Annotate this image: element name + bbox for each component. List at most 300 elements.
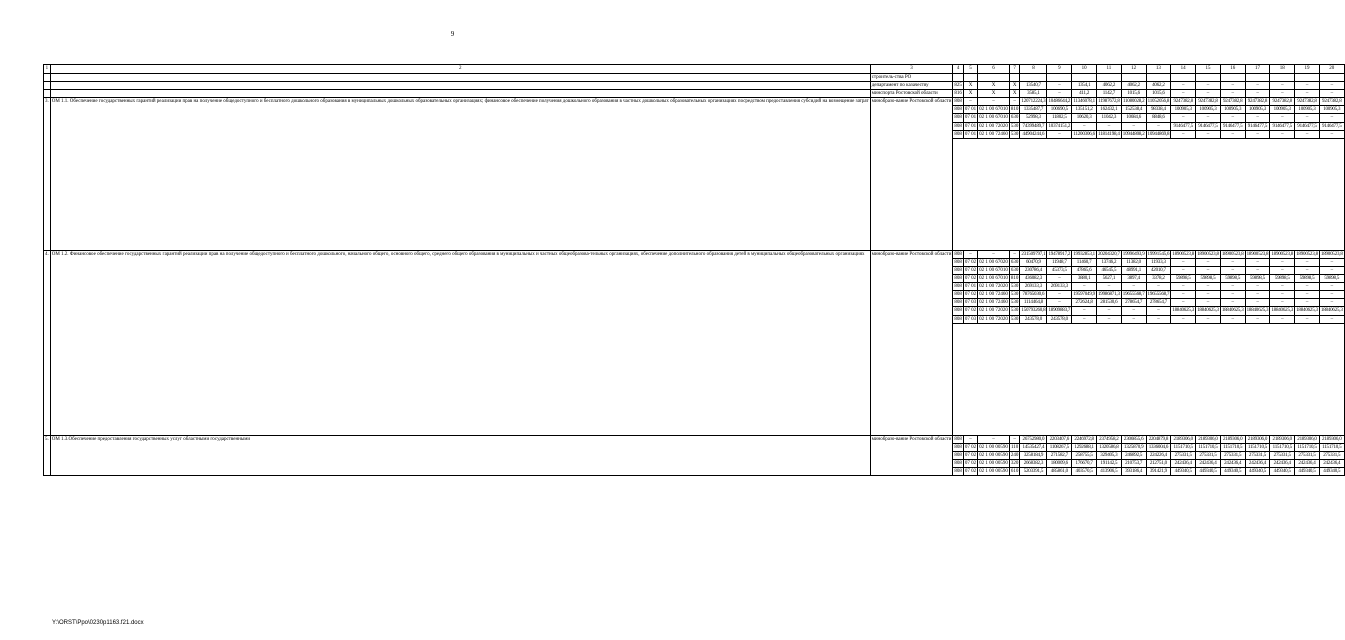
cell-c5: 07 02: [964, 452, 977, 458]
cell-c7: [1009, 74, 1020, 82]
amount-cell: –: [1270, 283, 1295, 291]
amount-cell: 19986871,3: [1098, 292, 1120, 298]
cell-c4: 808: [954, 99, 962, 105]
empty-cell: [953, 395, 1344, 403]
amount-cell: 14535427,4: [1020, 443, 1047, 451]
amount-cell: 243578,0: [1020, 315, 1047, 323]
cell-c7: 320: [1010, 460, 1019, 466]
amount-cell: 162432,1: [1097, 106, 1122, 114]
amount-cell: –: [1245, 82, 1270, 90]
cell-c5: 07 01: [964, 107, 977, 113]
header-row: [44, 65, 1345, 74]
cell-c7: 240: [1010, 452, 1019, 458]
file-path: Y:\ORST\Ppo\0230p1163.f21.docx: [52, 620, 144, 626]
amount-cell: –: [1220, 291, 1245, 299]
cell-c7: –: [1009, 98, 1020, 106]
amount-cell: 18900523,8: [1172, 251, 1195, 257]
amount-cell: 18840625,3: [1296, 308, 1318, 314]
cell-c6: 02 1 00 72020: [979, 123, 1008, 129]
amount-cell: 18840625,3: [1197, 308, 1219, 314]
empty-cell: [953, 242, 1344, 250]
amount-cell: 224226,4: [1146, 451, 1171, 459]
cell-c5: –: [963, 250, 977, 258]
amount-cell: 449340,5: [1196, 467, 1221, 475]
amount-cell: [1072, 74, 1097, 82]
amount-cell: 1354,1: [1072, 82, 1097, 90]
amount-cell: 11802,5: [1047, 114, 1072, 122]
table-row: [44, 74, 1345, 82]
amount-cell: 9146477,5: [1220, 122, 1245, 130]
amount-cell: –: [1072, 315, 1097, 323]
amount-cell: 449340,5: [1220, 467, 1245, 475]
amount-cell: 52998,3: [1020, 114, 1047, 122]
amount-cell: –: [1270, 258, 1295, 266]
amount-cell: –: [1295, 299, 1320, 307]
amount-cell: 272624,8: [1072, 299, 1097, 307]
amount-cell: 19996493,9: [1122, 251, 1145, 257]
amount-cell: [1121, 74, 1146, 82]
cell-c7: 110: [1010, 444, 1019, 450]
amount-cell: –: [1097, 122, 1122, 130]
empty-cell: [953, 210, 1344, 218]
amount-cell: 3258184,9: [1020, 451, 1047, 459]
amount-cell: 11933,3: [1146, 258, 1171, 266]
amount-cell: 2374958,2: [1097, 435, 1122, 443]
amount-cell: 243578,0: [1047, 315, 1072, 323]
table-row: [44, 435, 1345, 443]
column-number-header: 15: [1196, 65, 1221, 74]
amount-cell: 2204879,8: [1146, 435, 1171, 443]
row-number-cell: 3.: [44, 98, 51, 250]
amount-cell: 449340,5: [1171, 467, 1196, 475]
amount-cell: 2306855,6: [1121, 435, 1146, 443]
amount-cell: –: [1097, 283, 1122, 291]
amount-cell: 2189306,0: [1171, 435, 1196, 443]
amount-cell: –: [1171, 114, 1196, 122]
amount-cell: 100905,3: [1319, 106, 1344, 114]
amount-cell: –: [1171, 90, 1196, 98]
amount-cell: –: [1171, 82, 1196, 90]
amount-cell: –: [1196, 114, 1221, 122]
amount-cell: 485861,0: [1047, 467, 1072, 475]
cell-c5: 07 02: [964, 460, 977, 466]
column-number-header: 16: [1220, 65, 1245, 74]
amount-cell: –: [1047, 130, 1072, 138]
amount-cell: 98338,4: [1146, 106, 1171, 114]
column-number-header: 18: [1270, 65, 1295, 74]
empty-cell: [953, 178, 1344, 186]
empty-cell: [953, 371, 1344, 379]
amount-cell: –: [1220, 266, 1245, 274]
amount-cell: 391421,9: [1146, 467, 1171, 475]
amount-cell: 246892,5: [1121, 451, 1146, 459]
amount-cell: 78765030,6: [1020, 291, 1047, 299]
cell-c5: 07 02: [964, 292, 977, 298]
amount-cell: 4062,2: [1121, 82, 1146, 90]
amount-cell: –: [1270, 291, 1295, 299]
amount-cell: –: [1295, 315, 1320, 323]
amount-cell: 18840625,3: [1172, 308, 1195, 314]
amount-cell: 212751,0: [1146, 459, 1171, 467]
cell-c4: 825: [954, 83, 962, 89]
column-number-header: 3: [870, 65, 953, 74]
cell-c4: 808: [954, 123, 962, 129]
amount-cell: 9247382,8: [1319, 98, 1344, 106]
amount-cell: 242436,4: [1220, 459, 1245, 467]
amount-cell: –: [1171, 283, 1196, 291]
amount-cell: 74399489,7: [1020, 122, 1047, 130]
cell-c7: 530: [1010, 300, 1019, 306]
budget-table: [43, 64, 1345, 476]
event-name-cell: ОМ 1.2. Финансовое обеспечение государственных гарантий реализации прав на получение общедоступного и бесплатного дошкольного, начального общего, основного общего, среднего общего образования в муниципальных и частных общеобразова-тельных организациях, обеспечение дополнительного образования детей в муниципальных общеобразовательных организациях: [50, 250, 870, 435]
empty-cell: [953, 162, 1344, 170]
cell-c6: 02 1 00 67020: [979, 259, 1008, 265]
amount-cell: –: [1121, 315, 1146, 323]
amount-cell: –: [1196, 315, 1221, 323]
amount-cell: –: [1245, 283, 1270, 291]
cell-c6: 02 1 00 72460: [979, 300, 1008, 306]
amount-cell: –: [1270, 82, 1295, 90]
amount-cell: –: [1319, 291, 1344, 299]
amount-cell: 59898,5: [1196, 275, 1221, 283]
amount-cell: 449340,5: [1245, 467, 1270, 475]
cell-c5: –: [963, 98, 977, 106]
amount-cell: 59898,5: [1295, 275, 1320, 283]
amount-cell: 2189306,0: [1270, 435, 1295, 443]
row-number-cell: [44, 82, 51, 90]
amount-cell: 48991,1: [1121, 266, 1146, 274]
amount-cell: 44904244,6: [1020, 130, 1047, 138]
amount-cell: 1151710,5: [1196, 443, 1221, 451]
amount-cell: –: [1047, 275, 1072, 283]
amount-cell: –: [1072, 283, 1097, 291]
amount-cell: 100690,5: [1047, 106, 1072, 114]
amount-cell: –: [1295, 258, 1320, 266]
amount-cell: –: [1047, 82, 1072, 90]
cell-c5: [963, 74, 977, 82]
empty-cell: [953, 363, 1344, 371]
amount-cell: 18840625,3: [1246, 308, 1269, 314]
amount-cell: 11346078,1: [1073, 99, 1095, 105]
amount-cell: –: [1319, 283, 1344, 291]
amount-cell: 26752980,0: [1020, 435, 1047, 443]
amount-cell: –: [1295, 82, 1320, 90]
cell-c4: 808: [954, 276, 962, 282]
cell-c6: 02 1 00 00590: [979, 444, 1008, 450]
column-number-header: 9: [1047, 65, 1072, 74]
amount-cell: 19932853,1: [1073, 251, 1095, 257]
amount-cell: 275331,5: [1319, 451, 1344, 459]
amount-cell: –: [1319, 114, 1344, 122]
executor-cell: минобразо-вание Ростовской области: [870, 250, 953, 435]
column-number-header: 1: [44, 65, 51, 74]
amount-cell: 9146477,5: [1295, 122, 1320, 130]
amount-cell: 5627,1: [1097, 275, 1122, 283]
amount-cell: 230786,4: [1020, 266, 1047, 274]
amount-cell: 242436,4: [1319, 459, 1344, 467]
cell-c6: [978, 74, 1010, 82]
column-number-header: 14: [1171, 65, 1196, 74]
cell-c4: 808: [954, 131, 962, 137]
amount-cell: –: [1319, 90, 1344, 98]
amount-cell: [1196, 74, 1221, 82]
cell-c4: [953, 74, 964, 82]
cell-c5: 07 02: [964, 259, 977, 265]
row-number-cell: 5.: [44, 435, 51, 475]
cell-c4: 808: [954, 300, 962, 306]
amount-cell: 3880,1: [1072, 275, 1097, 283]
cell-c5: 07 01: [964, 131, 977, 137]
amount-cell: –: [1171, 130, 1196, 138]
amount-cell: 9247382,8: [1196, 98, 1221, 106]
amount-cell: 60470,9: [1020, 258, 1047, 266]
amount-cell: –: [1295, 90, 1320, 98]
amount-cell: 275331,5: [1220, 451, 1245, 459]
amount-cell: 2203407,6: [1047, 435, 1072, 443]
amount-cell: –: [1220, 283, 1245, 291]
empty-cell: [953, 218, 1344, 226]
amount-cell: –: [1245, 258, 1270, 266]
amount-cell: 3378,2: [1146, 275, 1171, 283]
amount-cell: –: [1072, 122, 1097, 130]
cell-c5: –: [963, 435, 977, 443]
amount-cell: –: [1146, 315, 1171, 323]
amount-cell: 9146477,5: [1171, 122, 1196, 130]
amount-cell: 2189306,0: [1245, 435, 1270, 443]
amount-cell: 176670,7: [1072, 459, 1097, 467]
amount-cell: 100905,3: [1196, 106, 1221, 114]
amount-cell: 1335487,7: [1020, 106, 1047, 114]
amount-cell: –: [1121, 307, 1146, 315]
cell-c6: 02 1 00 72020: [979, 284, 1008, 290]
column-number-header: 11: [1097, 65, 1122, 74]
amount-cell: 19655568,7: [1122, 292, 1145, 298]
cell-c7: 530: [1010, 316, 1019, 322]
amount-cell: 242436,4: [1196, 459, 1221, 467]
cell-c4: 808: [954, 452, 962, 458]
amount-cell: 45373,5: [1047, 266, 1072, 274]
amount-cell: –: [1319, 258, 1344, 266]
amount-cell: 19597049,9: [1073, 292, 1095, 298]
cell-c4: 808: [954, 284, 962, 290]
amount-cell: –: [1171, 291, 1196, 299]
cell-c5: 07 01: [964, 284, 977, 290]
empty-cell: [953, 146, 1344, 154]
amount-cell: 393186,4: [1121, 467, 1146, 475]
amount-cell: 100905,3: [1171, 106, 1196, 114]
cell-c5: 07 01: [964, 115, 977, 121]
empty-cell: [953, 170, 1344, 178]
amount-cell: [1295, 74, 1320, 82]
amount-cell: 210753,7: [1121, 459, 1146, 467]
amount-cell: 1151710,5: [1245, 443, 1270, 451]
executor-cell: минобразо-вание Ростовской области: [870, 98, 953, 250]
amount-cell: –: [1245, 315, 1270, 323]
cell-c5: 07 02: [964, 267, 977, 273]
cell-c6: X: [978, 82, 1010, 90]
amount-cell: 10944808,2: [1122, 131, 1145, 137]
amount-cell: 242436,4: [1295, 459, 1320, 467]
amount-cell: –: [1319, 299, 1344, 307]
empty-cell: [953, 355, 1344, 363]
amount-cell: 11200306,6: [1073, 131, 1095, 137]
table-row: [44, 98, 1345, 106]
event-name-cell: ОМ 1.1. Обеспечение государственных гарантий реализации прав на получение общедоступного и бесплатного дошкольного образования в муниципальных дошкольных образовательных организациях; финансовое обеспечение получения дошкольного образования в частных дошкольных образовательных организациях посредством предоставления субсидий на возмещение затрат: [50, 98, 870, 250]
amount-cell: –: [1196, 90, 1221, 98]
amount-cell: –: [1196, 266, 1221, 274]
amount-cell: –: [1245, 266, 1270, 274]
amount-cell: –: [1270, 114, 1295, 122]
amount-cell: 180009,6: [1047, 459, 1072, 467]
cell-c6: –: [978, 98, 1010, 106]
amount-cell: 100905,3: [1245, 106, 1270, 114]
amount-cell: 403570,5: [1072, 467, 1097, 475]
cell-c4: 808: [954, 308, 962, 314]
amount-cell: –: [1121, 283, 1146, 291]
cell-c7: X: [1009, 82, 1020, 90]
amount-cell: 152538,4: [1121, 106, 1146, 114]
event-name-cell: [50, 82, 870, 90]
empty-cell: [953, 154, 1344, 162]
cell-c4: 808: [954, 316, 962, 322]
column-number-header: 10: [1072, 65, 1097, 74]
amount-cell: 269133,3: [1047, 283, 1072, 291]
amount-cell: [1220, 74, 1245, 82]
cell-c7: 530: [1010, 292, 1019, 298]
cell-c6: 02 1 00 00590: [979, 452, 1008, 458]
cell-c7: 610: [1010, 468, 1019, 474]
amount-cell: 18840625,3: [1320, 308, 1343, 314]
cell-c5: 07 03: [964, 316, 977, 322]
amount-cell: 1292688,1: [1072, 443, 1097, 451]
amount-cell: –: [1097, 315, 1122, 323]
amount-cell: –: [1245, 114, 1270, 122]
amount-cell: 449340,5: [1319, 467, 1344, 475]
empty-cell: [953, 331, 1344, 339]
amount-cell: 1142,7: [1097, 90, 1122, 98]
amount-cell: 242436,4: [1171, 459, 1196, 467]
cell-c4: 816: [954, 91, 962, 97]
amount-cell: –: [1270, 130, 1295, 138]
cell-c4: 808: [954, 259, 962, 265]
amount-cell: 9146477,5: [1245, 122, 1270, 130]
cell-c4: 808: [954, 267, 962, 273]
amount-cell: 11460,7: [1072, 258, 1097, 266]
amount-cell: 18909883,7: [1048, 308, 1071, 314]
amount-cell: 11042,3: [1097, 114, 1122, 122]
amount-cell: –: [1146, 283, 1171, 291]
cell-c4: 808: [954, 436, 962, 442]
amount-cell: 11080028,2: [1122, 99, 1145, 105]
amount-cell: –: [1196, 283, 1221, 291]
cell-c7: X: [1009, 90, 1020, 98]
amount-cell: –: [1245, 299, 1270, 307]
cell-c7: 630: [1010, 115, 1019, 121]
amount-cell: 18900523,8: [1320, 251, 1343, 257]
cell-c5: 07 01: [964, 123, 977, 129]
cell-c7: 810: [1010, 276, 1019, 282]
amount-cell: 3897,4: [1121, 275, 1146, 283]
amount-cell: –: [1196, 258, 1221, 266]
cell-c7: 630: [1010, 259, 1019, 265]
cell-c4: 808: [954, 251, 962, 257]
amount-cell: 449340,5: [1295, 467, 1320, 475]
amount-cell: 47865,6: [1072, 266, 1097, 274]
amount-cell: 100905,3: [1295, 106, 1320, 114]
amount-cell: 100905,3: [1220, 106, 1245, 114]
amount-cell: 4062,2: [1097, 82, 1122, 90]
amount-cell: 9247382,8: [1171, 98, 1196, 106]
empty-cell: [953, 202, 1344, 210]
cell-c5: 07 02: [964, 468, 977, 474]
amount-cell: 11052056,8: [1147, 99, 1170, 105]
amount-cell: –: [1270, 299, 1295, 307]
amount-cell: [1020, 74, 1047, 82]
amount-cell: 275331,5: [1245, 451, 1270, 459]
amount-cell: –: [1146, 122, 1171, 130]
amount-cell: 436082,3: [1020, 275, 1047, 283]
amount-cell: –: [1171, 266, 1196, 274]
amount-cell: –: [1146, 307, 1171, 315]
cell-c5: 07 02: [964, 276, 977, 282]
cell-c6: 02 1 00 67010: [979, 267, 1008, 273]
cell-c6: 02 1 00 67010: [979, 276, 1008, 282]
amount-cell: [1097, 74, 1122, 82]
amount-cell: 9146477,5: [1270, 122, 1295, 130]
executor-cell: минспорта Ростовской области: [870, 90, 953, 98]
amount-cell: 42010,7: [1146, 266, 1171, 274]
executor-cell: строитель-ства РО: [870, 74, 953, 82]
amount-cell: –: [1319, 130, 1344, 138]
empty-cell: [953, 194, 1344, 202]
column-number-header: 8: [1020, 65, 1047, 74]
amount-cell: 1151710,5: [1270, 443, 1295, 451]
amount-cell: –: [1220, 82, 1245, 90]
empty-cell: [953, 138, 1344, 146]
amount-cell: 9247382,8: [1295, 98, 1320, 106]
amount-cell: 2189306,0: [1196, 435, 1221, 443]
amount-cell: 11382,0: [1121, 258, 1146, 266]
amount-cell: –: [1295, 283, 1320, 291]
amount-cell: –: [1319, 315, 1344, 323]
amount-cell: –: [1220, 114, 1245, 122]
amount-cell: 278654,7: [1121, 299, 1146, 307]
cell-c6: 02 1 00 67010: [979, 107, 1008, 113]
amount-cell: 1108267,5: [1047, 443, 1072, 451]
amount-cell: 11987672,8: [1098, 99, 1120, 105]
cell-c6: –: [978, 435, 1010, 443]
cell-c5: 07 03: [964, 300, 977, 306]
amount-cell: –: [1319, 82, 1344, 90]
cell-c6: –: [978, 250, 1010, 258]
cell-c7: 530: [1010, 284, 1019, 290]
amount-cell: 10684,6: [1121, 114, 1146, 122]
amount-cell: 1325870,9: [1121, 443, 1146, 451]
amount-cell: 1114464,8: [1020, 299, 1047, 307]
amount-cell: 9247382,8: [1270, 98, 1295, 106]
amount-cell: 2246972,8: [1072, 435, 1097, 443]
amount-cell: –: [1072, 307, 1097, 315]
empty-cell: [953, 234, 1344, 242]
cell-c5: 07 02: [964, 444, 977, 450]
amount-cell: 275331,5: [1196, 451, 1221, 459]
amount-cell: 4062,2: [1146, 82, 1171, 90]
amount-cell: 9247382,8: [1245, 98, 1270, 106]
amount-cell: 18840625,3: [1221, 308, 1244, 314]
amount-cell: –: [1047, 90, 1072, 98]
amount-cell: 1151710,5: [1319, 443, 1344, 451]
empty-cell: [953, 427, 1344, 435]
